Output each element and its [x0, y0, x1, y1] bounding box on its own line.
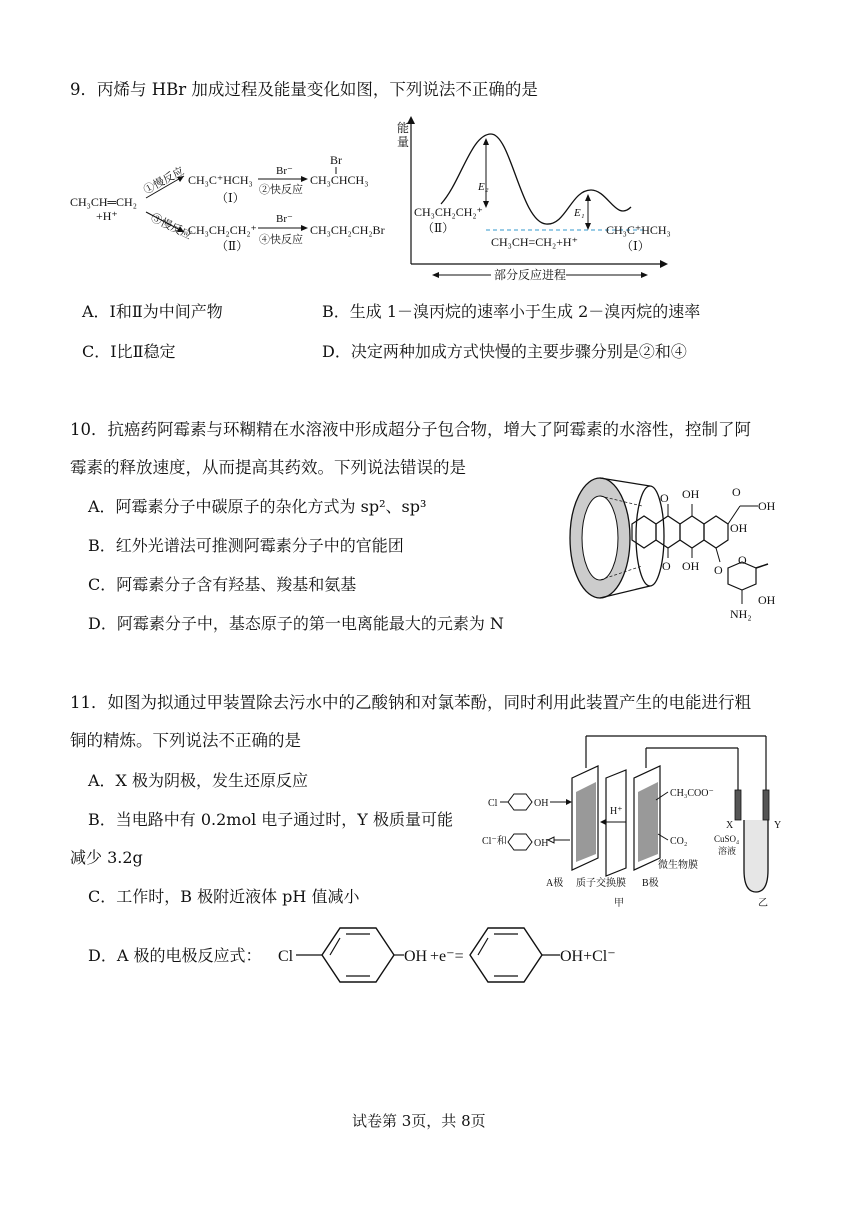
- e1-label: E₁: [574, 207, 585, 219]
- q11-option-a: A．X 极为阴极，发生还原反应: [88, 771, 309, 790]
- q11-stem-line2: 铜的精炼。下列说法不正确的是: [70, 731, 301, 750]
- q11-option-b-line2: 减少 3.2g: [70, 848, 143, 867]
- reactant-line1: CH₃CH═CH₂: [70, 195, 137, 209]
- fig-cuso4: CuSO₄: [714, 834, 740, 844]
- fig-jia: 甲: [614, 898, 624, 909]
- q9-option-a: A．Ⅰ和Ⅱ为中间产物: [82, 302, 223, 321]
- intermediate-2: CH₃CH₂CH₂⁺: [188, 223, 257, 237]
- fig-a-pole: A极: [546, 878, 564, 889]
- e2-label: E₂: [478, 181, 489, 193]
- oh-sugar: OH: [758, 593, 776, 607]
- q9-option-d: D．决定两种加成方式快慢的主要步骤分别是②和④: [322, 342, 687, 361]
- q10-stem-line1: 10．抗癌药阿霉素与环糊精在水溶液中形成超分子包合物，增大了阿霉素的水溶性，控制了阿: [70, 420, 751, 439]
- eq-cl: Cl: [278, 948, 294, 965]
- oh-bottom: OH: [682, 559, 700, 573]
- q9-option-c: C．Ⅰ比Ⅱ稳定: [82, 342, 176, 361]
- q11-option-d-prefix: D．A 极的电极反应式：: [88, 946, 262, 965]
- fig-solution: 溶液: [718, 846, 737, 856]
- y-electrode: [763, 790, 769, 820]
- fig-y: Y: [774, 820, 782, 831]
- middle-species: CH₃CH=CH₂+H⁺: [491, 235, 578, 249]
- q10-option-a: A．阿霉素分子中碳原子的杂化方式为 sp²、sp³: [88, 497, 427, 516]
- benzene-ring-2: [470, 928, 542, 982]
- step2-label: ②快反应: [259, 184, 303, 196]
- ring-c: [680, 516, 704, 548]
- step3-label: ③慢反应: [148, 211, 194, 242]
- eq-oh-cl: OH+Cl⁻: [560, 948, 616, 965]
- q10-stem-line2: 霉素的释放速度，从而提高其药效。下列说法错误的是: [70, 458, 466, 477]
- intermediate-1-tag: （Ⅰ）: [216, 191, 245, 205]
- br-minus-top: Br⁻: [276, 165, 293, 177]
- fig-x: X: [726, 820, 734, 831]
- y-label-2: 量: [397, 135, 410, 149]
- eq-plus-e: +e⁻=: [430, 948, 464, 965]
- proton-exchange-membrane: [606, 770, 626, 876]
- fig-acetate: CH₃COO⁻: [670, 788, 714, 799]
- q9-option-b: B．生成 1－溴丙烷的速率小于生成 2－溴丙烷的速率: [322, 302, 701, 321]
- page-footer: 试卷第 3页，共 8页: [352, 1112, 486, 1130]
- right-tag: （Ⅰ）: [621, 239, 650, 253]
- q11-option-d-equation: [270, 918, 650, 992]
- step1-label: ①慢反应: [141, 165, 187, 197]
- q11-electrochemical-apparatus: [476, 730, 800, 910]
- nh2: NH₂: [730, 607, 752, 621]
- fig-h-plus: H⁺: [610, 806, 623, 817]
- eq-oh1: OH: [404, 948, 428, 965]
- intermediate-1: CH₃C⁺HCH₃: [188, 173, 253, 187]
- product-1: CH₃CHCH₃: [310, 173, 369, 187]
- x-label: 部分反应进程: [494, 268, 567, 282]
- fig-yi: 乙: [758, 898, 768, 909]
- right-species: CH₃C⁺HCH₃: [606, 223, 671, 237]
- left-species: CH₃CH₂CH₂⁺: [414, 205, 483, 219]
- fig-cl-label: Cl: [488, 798, 498, 809]
- br-minus-bottom: Br⁻: [276, 213, 293, 225]
- o-ketone-side: O: [732, 485, 741, 499]
- q11-option-c: C．工作时，B 极附近液体 pH 值减小: [88, 887, 360, 906]
- q11-option-b-line1: B．当电路中有 0.2mol 电子通过时，Y 极质量可能: [88, 810, 453, 829]
- fig-co2: CO₂: [670, 836, 688, 847]
- ring-b: [656, 516, 680, 548]
- o-glycosidic: O: [714, 563, 723, 577]
- o-keto-bottom: O: [662, 559, 671, 573]
- q11-stem-line1: 11．如图为拟通过甲装置除去污水中的乙酸钠和对氯苯酚，同时利用此装置产生的电能进行粗: [70, 693, 751, 712]
- oh-side: OH: [758, 499, 776, 513]
- q9-stem: 9．丙烯与 HBr 加成过程及能量变化如图，下列说法不正确的是: [70, 80, 538, 99]
- fig-membrane: 质子交换膜: [576, 878, 626, 889]
- q9-energy-diagram: [396, 112, 686, 284]
- q10-option-c: C．阿霉素分子含有羟基、羧基和氨基: [88, 575, 357, 594]
- fig-cl-and: Cl⁻和: [482, 836, 507, 847]
- benzene-ring-1: [322, 928, 394, 982]
- fig-oh1: OH: [534, 798, 549, 809]
- fig-oh2: OH: [534, 838, 549, 849]
- reactant-line2: +H⁺: [96, 209, 118, 223]
- o-keto-top: O: [660, 491, 669, 505]
- left-tag: （Ⅱ）: [422, 221, 455, 235]
- product1-br: Br: [330, 153, 342, 167]
- oh-top: OH: [682, 487, 700, 501]
- intermediate-2-tag: （Ⅱ）: [216, 239, 249, 253]
- q9-reaction-scheme: [66, 140, 396, 260]
- u-tube: [744, 820, 768, 892]
- product-2: CH₃CH₂CH₂Br: [310, 223, 385, 237]
- fig-biofilm: 微生物膜: [658, 860, 698, 871]
- x-electrode: [735, 790, 741, 820]
- step4-label: ④快反应: [259, 234, 303, 246]
- q10-option-d: D．阿霉素分子中，基态原子的第一电离能最大的元素为 N: [88, 614, 504, 633]
- y-label-1: 能: [397, 121, 410, 135]
- fig-b-pole: B极: [642, 878, 659, 889]
- q10-option-b: B．红外光谱法可推测阿霉素分子中的官能团: [88, 536, 404, 555]
- oh-ring: OH: [730, 521, 748, 535]
- o-sugar: O: [738, 553, 747, 567]
- ring-d: [704, 516, 728, 548]
- q10-doxorubicin-cyclodextrin-figure: [562, 466, 794, 630]
